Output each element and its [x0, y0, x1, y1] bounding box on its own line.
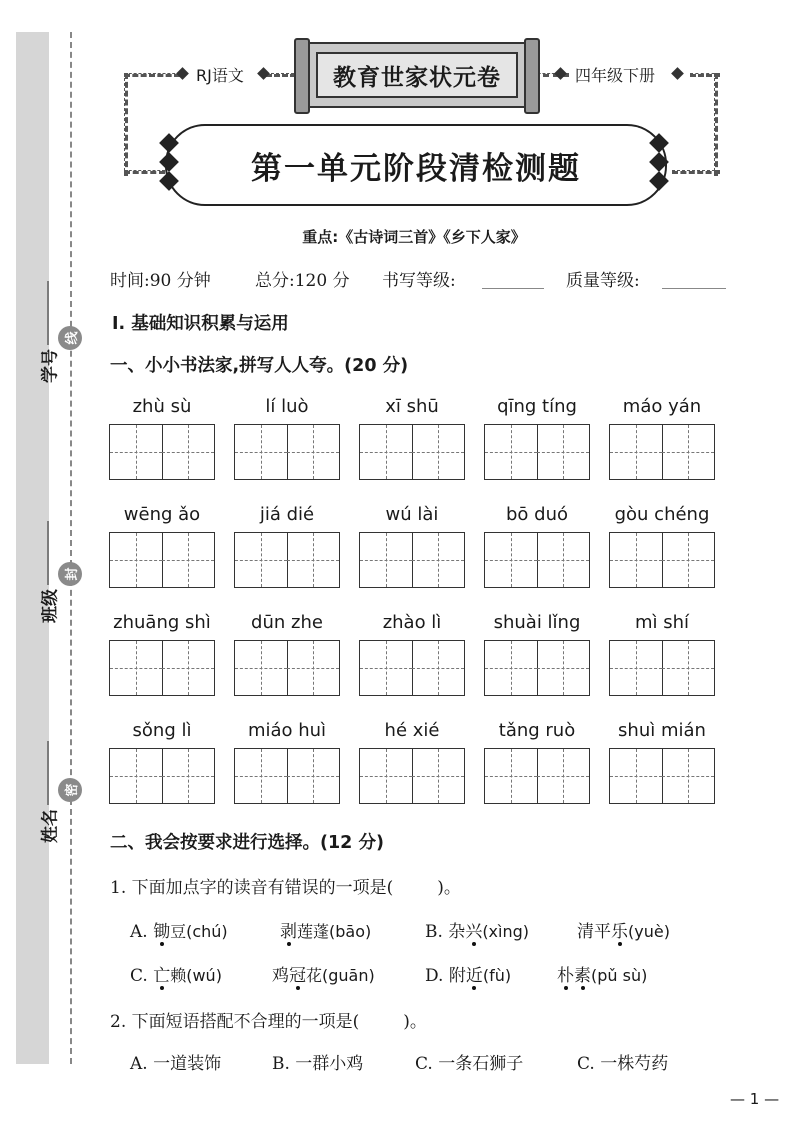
tian-cell[interactable]: [360, 533, 413, 587]
tian-cell[interactable]: [412, 533, 464, 587]
tian-cell[interactable]: [162, 641, 214, 695]
q2-sub2-option-a: A. 一道装饰: [130, 1054, 222, 1074]
tian-cell[interactable]: [485, 533, 538, 587]
guide-line-horizontal: [235, 560, 287, 561]
tian-cell[interactable]: [287, 749, 339, 803]
dotted-char: 锄: [153, 922, 171, 942]
writing-box[interactable]: [359, 532, 465, 588]
writing-box[interactable]: [109, 748, 215, 804]
student-id-line: [48, 281, 49, 345]
guide-line-horizontal: [412, 668, 464, 669]
guide-line-horizontal: [610, 776, 662, 777]
tian-cell[interactable]: [537, 641, 589, 695]
q2-sub2-stem: [110, 1007, 427, 1032]
pinyin-label: bō duó: [505, 504, 568, 525]
q2-sub1-option-b: [425, 917, 529, 942]
binding-margin: [16, 32, 61, 1064]
student-id-field: [36, 281, 61, 383]
tian-cell[interactable]: [162, 533, 214, 587]
writing-box[interactable]: [234, 748, 340, 804]
header-connector: [672, 170, 720, 174]
writing-box[interactable]: [484, 640, 590, 696]
guide-line-horizontal: [485, 668, 537, 669]
dotted-char: 乐: [611, 922, 628, 942]
tian-cell[interactable]: [662, 425, 714, 479]
writing-box[interactable]: [609, 532, 715, 588]
scroll-rod-left: [294, 38, 310, 114]
pinyin-label: shuài lǐng: [493, 612, 581, 633]
guide-line-horizontal: [537, 560, 589, 561]
tian-cell[interactable]: [235, 749, 288, 803]
q2-sub2-stem-text: 2. 下面短语搭配不合理的一项是(: [110, 1012, 360, 1032]
subject-tag: RJ语文: [196, 66, 244, 85]
tian-cell[interactable]: [537, 425, 589, 479]
name-line: [48, 741, 49, 805]
writing-grade-blank[interactable]: [482, 288, 544, 289]
q2-title: 二、我会按要求进行选择。(12 分): [110, 833, 384, 853]
pinyin-label: miáo huì: [247, 720, 327, 741]
guide-line-horizontal: [162, 560, 214, 561]
tian-cell[interactable]: [662, 641, 714, 695]
writing-box[interactable]: [359, 748, 465, 804]
guide-line-horizontal: [162, 668, 214, 669]
pinyin-label: wú lài: [385, 504, 439, 525]
pinyin-label: gòu chéng: [614, 504, 710, 525]
guide-line-horizontal: [287, 452, 339, 453]
guide-line-horizontal: [485, 452, 537, 453]
guide-line-horizontal: [110, 560, 162, 561]
q2-sub2-option-c: C. 一条石狮子: [415, 1054, 524, 1074]
pinyin-label: lí luò: [265, 396, 309, 417]
dotted-char: 冠: [289, 966, 306, 986]
pinyin-label: zhào lì: [382, 612, 442, 633]
seal-seal-mark: 封: [58, 562, 82, 586]
option-text: (xìng): [482, 922, 530, 941]
q2-sub1-stem: [110, 873, 461, 898]
diamond-icon: [554, 67, 567, 80]
tian-cell[interactable]: [610, 749, 663, 803]
option-text: 豆(chú): [170, 922, 228, 941]
dotted-char: 近: [465, 966, 483, 986]
binding-dashed-line: [70, 32, 72, 1064]
q2-sub1-stem-text: 1. 下面加点字的读音有错误的一项是(: [110, 878, 394, 898]
series-scroll-banner: [300, 42, 534, 108]
writing-box[interactable]: [234, 424, 340, 480]
tian-cell[interactable]: [360, 749, 413, 803]
guide-line-horizontal: [360, 668, 412, 669]
option-label: A.: [130, 922, 154, 942]
name-field: [36, 741, 61, 843]
option-text: (pǔ sù): [591, 966, 648, 985]
focus-line: 重点:《古诗词三首》《乡下人家》: [302, 228, 526, 246]
pinyin-label: zhù sù: [132, 396, 192, 417]
diamond-icon: [176, 67, 189, 80]
header-connector: [124, 73, 128, 176]
tian-cell[interactable]: [412, 749, 464, 803]
guide-line-horizontal: [662, 560, 714, 561]
writing-box[interactable]: [109, 532, 215, 588]
q2-sub2-option-b: B. 一群小鸡: [272, 1054, 364, 1074]
q2-sub1-end: )。: [437, 878, 461, 898]
scroll-rod-right: [524, 38, 540, 114]
guide-line-horizontal: [662, 668, 714, 669]
name-label: 姓名: [40, 809, 61, 843]
writing-box[interactable]: [234, 532, 340, 588]
tian-cell[interactable]: [110, 749, 163, 803]
q1-title: 一、小小书法家,拼写人人夸。(20 分): [110, 356, 409, 376]
tian-cell[interactable]: [235, 533, 288, 587]
option-label: C.: [130, 966, 154, 986]
writing-box[interactable]: [609, 640, 715, 696]
tian-cell[interactable]: [485, 641, 538, 695]
guide-line-horizontal: [110, 776, 162, 777]
guide-line-horizontal: [610, 560, 662, 561]
writing-grade-label: 书写等级:: [382, 271, 456, 291]
guide-line-horizontal: [412, 776, 464, 777]
q2-sub1-option-d2: [557, 961, 647, 986]
header-connector: [124, 73, 180, 77]
q2-sub1-option-a: [130, 917, 228, 942]
dotted-char: 素: [574, 966, 591, 986]
dotted-char: 亡: [153, 966, 171, 986]
class-field: [36, 521, 61, 623]
class-line: [48, 521, 49, 585]
seal-dense-mark: 密: [58, 778, 82, 802]
pinyin-label: tǎng ruò: [498, 720, 576, 741]
tian-cell[interactable]: [287, 533, 339, 587]
q2-sub2-end: )。: [403, 1012, 427, 1032]
guide-line-horizontal: [162, 776, 214, 777]
tian-cell[interactable]: [162, 425, 214, 479]
header-connector: [124, 170, 165, 174]
writing-box[interactable]: [109, 424, 215, 480]
writing-box[interactable]: [234, 640, 340, 696]
pinyin-label: hé xié: [384, 720, 440, 741]
guide-line-horizontal: [485, 776, 537, 777]
series-name: 教育世家状元卷: [316, 52, 518, 98]
guide-line-horizontal: [235, 668, 287, 669]
tian-cell[interactable]: [287, 425, 339, 479]
tian-cell[interactable]: [610, 425, 663, 479]
pinyin-label: xī shū: [385, 396, 439, 417]
option-text: (yuè): [628, 922, 670, 941]
guide-line-horizontal: [360, 560, 412, 561]
guide-line-horizontal: [412, 560, 464, 561]
header-connector: [714, 73, 718, 176]
tian-cell[interactable]: [610, 533, 663, 587]
guide-line-horizontal: [485, 560, 537, 561]
writing-box[interactable]: [484, 748, 590, 804]
option-text: (fù): [482, 966, 512, 985]
writing-box[interactable]: [609, 424, 715, 480]
part1-title: Ⅰ. 基础知识积累与运用: [112, 314, 289, 334]
dotted-char: 剥: [280, 922, 297, 942]
guide-line-horizontal: [360, 776, 412, 777]
option-text: 清平: [577, 922, 611, 942]
writing-box[interactable]: [609, 748, 715, 804]
guide-line-horizontal: [110, 668, 162, 669]
dotted-char: 朴: [557, 966, 574, 986]
student-id-label: 学号: [40, 349, 61, 383]
tian-cell[interactable]: [537, 533, 589, 587]
tian-cell[interactable]: [360, 641, 413, 695]
pinyin-label: máo yán: [622, 396, 702, 417]
option-text: 赖(wú): [170, 966, 222, 985]
quality-grade-blank[interactable]: [662, 288, 726, 289]
pinyin-label: qīng tíng: [497, 396, 577, 417]
guide-line-horizontal: [235, 776, 287, 777]
guide-line-horizontal: [662, 776, 714, 777]
option-label: B. 杂: [425, 922, 466, 942]
option-label: D. 附: [425, 966, 466, 986]
tian-cell[interactable]: [537, 749, 589, 803]
tian-cell[interactable]: [235, 641, 288, 695]
option-text: 花(guān): [306, 966, 375, 985]
pinyin-label: zhuāng shì: [113, 612, 211, 633]
pinyin-label: sǒng lì: [132, 720, 192, 741]
guide-line-horizontal: [162, 452, 214, 453]
writing-box[interactable]: [109, 640, 215, 696]
tian-cell[interactable]: [485, 425, 538, 479]
option-text: 莲蓬(bāo): [297, 922, 372, 941]
diamond-icon: [671, 67, 684, 80]
guide-line-horizontal: [287, 776, 339, 777]
tian-cell[interactable]: [162, 749, 214, 803]
tian-cell[interactable]: [287, 641, 339, 695]
q2-sub1-option-d: [425, 961, 511, 986]
q2-sub1-option-b2: [577, 917, 670, 942]
writing-box[interactable]: [359, 424, 465, 480]
tian-cell[interactable]: [110, 425, 163, 479]
q2-sub1-option-c2: [272, 961, 375, 986]
writing-box[interactable]: [484, 424, 590, 480]
guide-line-horizontal: [662, 452, 714, 453]
guide-line-horizontal: [110, 452, 162, 453]
guide-line-horizontal: [537, 668, 589, 669]
guide-line-horizontal: [235, 452, 287, 453]
seal-line-mark: 线: [58, 326, 82, 350]
guide-line-horizontal: [537, 452, 589, 453]
pinyin-label: wēng ǎo: [123, 504, 201, 525]
diamond-icon: [257, 67, 270, 80]
tian-cell[interactable]: [662, 533, 714, 587]
tian-cell[interactable]: [412, 425, 464, 479]
guide-line-horizontal: [537, 776, 589, 777]
tian-cell[interactable]: [662, 749, 714, 803]
writing-box[interactable]: [359, 640, 465, 696]
q2-sub1-option-c: [130, 961, 222, 986]
guide-line-horizontal: [412, 452, 464, 453]
exam-time: 时间:90 分钟: [110, 271, 211, 291]
tian-cell[interactable]: [235, 425, 288, 479]
guide-line-horizontal: [287, 560, 339, 561]
tian-cell[interactable]: [485, 749, 538, 803]
dotted-char: 兴: [465, 922, 483, 942]
guide-line-horizontal: [360, 452, 412, 453]
guide-line-horizontal: [610, 668, 662, 669]
pinyin-label: dūn zhe: [251, 612, 323, 633]
writing-box[interactable]: [484, 532, 590, 588]
option-text: 鸡: [272, 966, 289, 986]
pinyin-label: jiá dié: [259, 504, 315, 525]
pinyin-label: mì shí: [634, 612, 690, 633]
tian-cell[interactable]: [610, 641, 663, 695]
tian-cell[interactable]: [110, 641, 163, 695]
total-score: 总分:120 分: [255, 271, 350, 291]
tian-cell[interactable]: [412, 641, 464, 695]
tian-cell[interactable]: [360, 425, 413, 479]
tian-cell[interactable]: [110, 533, 163, 587]
grade-tag: 四年级下册: [575, 66, 656, 85]
quality-grade-label: 质量等级:: [566, 271, 640, 291]
q2-sub2-option-d: C. 一株芍药: [577, 1054, 669, 1074]
guide-line-horizontal: [610, 452, 662, 453]
pinyin-label: shuì mián: [618, 720, 706, 741]
page-title: 第一单元阶段清检测题: [165, 124, 667, 206]
guide-line-horizontal: [287, 668, 339, 669]
page-number: — 1 —: [730, 1090, 780, 1108]
class-label: 班级: [40, 589, 61, 623]
q2-sub1-option-a2: [280, 917, 371, 942]
